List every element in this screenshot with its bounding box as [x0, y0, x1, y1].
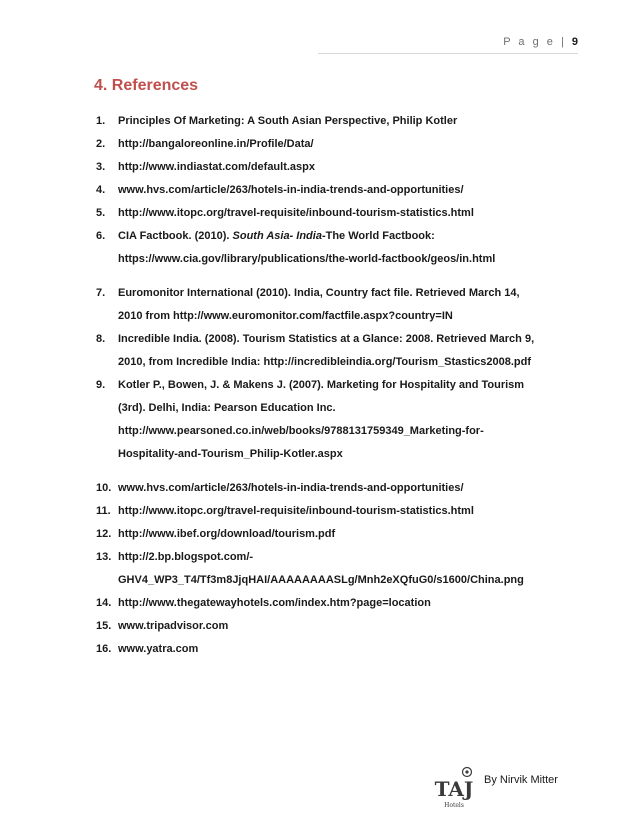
reference-text: www.yatra.com	[118, 643, 199, 655]
reference-item	[96, 523, 566, 546]
reference-item	[96, 110, 566, 133]
reference-text: www.hvs.com/article/263/hotels-in-india-trends-and-opportunities/	[118, 482, 464, 494]
reference-text: http://www.ibef.org/download/tourism.pdf	[118, 528, 336, 540]
reference-item	[96, 592, 566, 615]
reference-item	[96, 500, 566, 523]
reference-text: GHV4_WP3_T4/Tf3m8JjqHAI/AAAAAAAASLg/Mnh2eXQfuG0/s1600/China.png	[118, 574, 524, 586]
logo-crest-icon	[463, 768, 472, 777]
reference-text: Hospitality-and-Tourism_Philip-Kotler.aspx	[118, 448, 343, 460]
reference-number: 9.	[96, 379, 106, 391]
reference-number: 3.	[96, 161, 106, 173]
reference-item	[96, 179, 566, 202]
reference-number: 2.	[96, 138, 106, 150]
header-rule	[318, 53, 578, 54]
author-credit: By Nirvik Mitter	[484, 774, 558, 786]
page-header	[503, 36, 578, 48]
reference-text: www.hvs.com/article/263/hotels-in-india-trends-and-opportunities/	[118, 184, 464, 196]
reference-item	[96, 282, 566, 328]
reference-number: 8.	[96, 333, 106, 345]
reference-text: (3rd). Delhi, India: Pearson Education Inc.	[118, 402, 336, 414]
reference-item	[96, 328, 566, 374]
reference-text: http://bangaloreonline.in/Profile/Data/	[118, 138, 314, 150]
reference-number: 11.	[96, 505, 111, 517]
reference-item	[96, 133, 566, 156]
reference-number: 14.	[96, 597, 112, 609]
reference-number: 6.	[96, 230, 106, 242]
reference-number: 1.	[96, 115, 106, 127]
reference-number: 13.	[96, 551, 112, 563]
reference-item	[96, 156, 566, 179]
reference-text: http://2.bp.blogspot.com/-	[118, 551, 254, 563]
reference-text: Euromonitor International (2010). India, Country fact file. Retrieved March 14,	[118, 287, 520, 299]
reference-text: http://www.pearsoned.co.in/web/books/9788131759349_Marketing-for-	[118, 425, 484, 437]
page-separator: |	[560, 36, 567, 48]
reference-text: Kotler P., Bowen, J. & Makens J. (2007). Marketing for Hospitality and Tourism	[118, 379, 525, 391]
page-label: P a g e	[503, 36, 556, 48]
reference-item	[96, 477, 566, 500]
reference-number: 5.	[96, 207, 106, 219]
reference-number: 15.	[96, 620, 112, 632]
reference-text: http://www.indiastat.com/default.aspx	[118, 161, 316, 173]
reference-italic: South Asia- India	[232, 230, 322, 242]
reference-item	[96, 546, 566, 592]
reference-lead: CIA Factbook. (2010).	[118, 230, 233, 242]
reference-first-line	[118, 225, 566, 248]
reference-number: 12.	[96, 528, 112, 540]
reference-number: 16.	[96, 643, 112, 655]
reference-text: http://www.itopc.org/travel-requisite/inbound-tourism-statistics.html	[118, 505, 474, 517]
page-number: 9	[571, 36, 578, 48]
references-list	[96, 110, 566, 661]
reference-text: http://www.itopc.org/travel-requisite/inbound-tourism-statistics.html	[118, 207, 474, 219]
reference-item	[96, 202, 566, 225]
taj-hotels-logo	[433, 765, 479, 811]
reference-number: 10.	[96, 482, 112, 494]
section-heading: 4. References	[94, 77, 199, 94]
reference-number: 4.	[96, 184, 106, 196]
reference-text: 2010, from Incredible India: http://incredibleindia.org/Tourism_Stastics2008.pdf	[118, 356, 531, 368]
reference-text: Principles Of Marketing: A South Asian Perspective, Philip Kotler	[118, 115, 458, 127]
reference-item	[96, 638, 566, 661]
reference-tail: -The World Factbook:	[321, 230, 435, 242]
reference-text: www.tripadvisor.com	[118, 620, 229, 632]
reference-item	[96, 374, 566, 466]
reference-text: http://www.thegatewayhotels.com/index.htm?page=location	[118, 597, 431, 609]
reference-text: 2010 from http://www.euromonitor.com/factfile.aspx?country=IN	[118, 310, 453, 322]
reference-text: https://www.cia.gov/library/publications/the-world-factbook/geos/in.html	[118, 253, 496, 265]
reference-number: 7.	[96, 287, 106, 299]
reference-item	[96, 225, 566, 271]
logo-subtext: Hotels	[444, 802, 464, 809]
reference-item	[96, 615, 566, 638]
reference-text: Incredible India. (2008). Tourism Statistics at a Glance: 2008. Retrieved March 9,	[118, 333, 535, 345]
logo-text: TAJ	[434, 777, 474, 801]
